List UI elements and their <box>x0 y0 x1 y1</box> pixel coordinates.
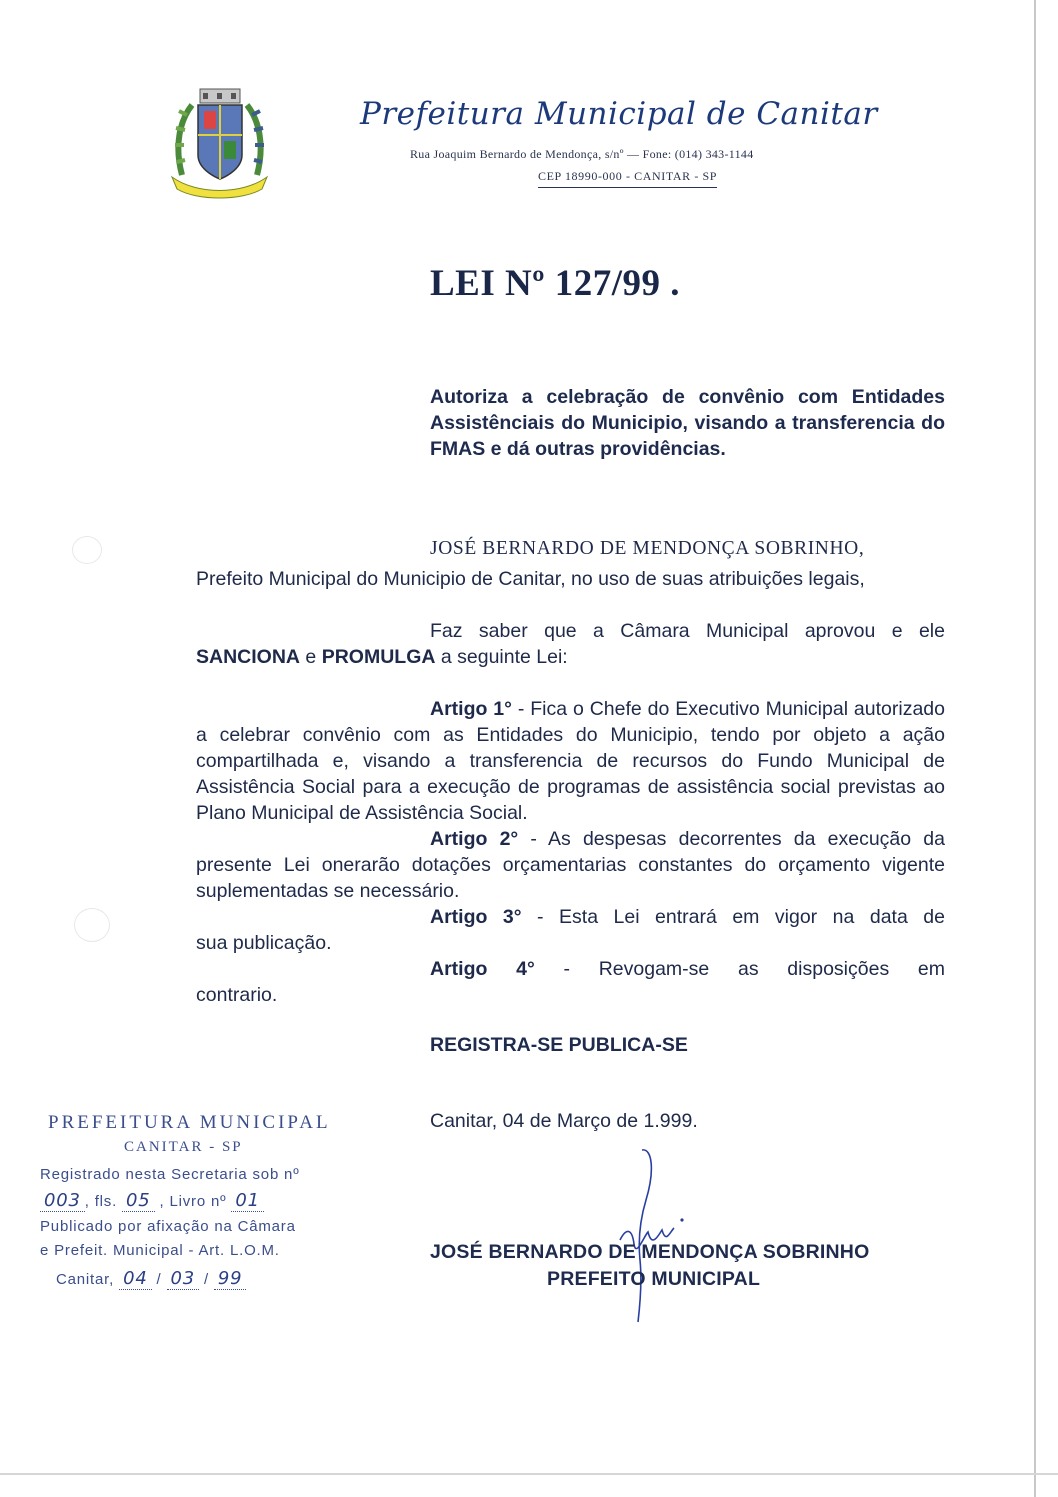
stamp-day: 04 <box>119 1268 152 1290</box>
law-summary: Autoriza a celebração de convênio com Entidades Assistênciais do Municipio, visando a transferencia do FMAS e dá outras providências. <box>430 386 945 460</box>
law-title: LEI Nº 127/99 . <box>430 263 680 304</box>
punch-hole-mark <box>74 908 110 942</box>
article-4-continuation: contrario. <box>196 984 278 1006</box>
article-3-label: Artigo 3° <box>430 906 522 928</box>
article-3-continuation: sua publicação. <box>196 932 332 954</box>
municipal-crest-icon <box>162 85 277 203</box>
stamp-reg-number: 003 <box>40 1190 85 1212</box>
handwritten-signature <box>600 1140 690 1325</box>
stamp-number-line <box>40 1190 264 1211</box>
registra-publica: REGISTRA-SE PUBLICA-SE <box>430 1034 688 1056</box>
preamble-text: Prefeito Municipal do Municipio de Canitar, no uso de suas atribuições legais, <box>196 568 865 590</box>
article-2-label: Artigo 2° <box>430 828 519 850</box>
article-3 <box>430 904 945 930</box>
stamp-month: 03 <box>167 1268 200 1290</box>
stamp-livro-label: , Livro nº <box>159 1193 227 1210</box>
letterhead-cep: CEP 18990-000 - CANITAR - SP <box>538 169 717 188</box>
letterhead-address: Rua Joaquim Bernardo de Mendonça, s/nº — Fone: (014) 343-1144 <box>410 147 754 161</box>
stamp-fls-label: , fls. <box>84 1193 118 1210</box>
scan-edge-bottom <box>0 1473 1058 1475</box>
article-1-label: Artigo 1° <box>430 698 512 720</box>
mayor-name: JOSÉ BERNARDO DE MENDONÇA SOBRINHO, <box>430 538 865 559</box>
stamp-title: PREFEITURA MUNICIPAL <box>48 1112 331 1133</box>
letterhead-title: Prefeitura Municipal de Canitar <box>360 96 878 132</box>
signer-role: PREFEITO MUNICIPAL <box>547 1268 761 1290</box>
seguinte-lei-text: a seguinte Lei: <box>435 646 568 668</box>
article-1 <box>196 696 945 826</box>
article-4-text: - Revogam-se as disposições em <box>534 958 946 980</box>
e-text: e <box>300 646 322 668</box>
place-date: Canitar, 04 de Março de 1.999. <box>430 1110 698 1132</box>
stamp-registered-line: Registrado nesta Secretaria sob nº <box>40 1166 300 1183</box>
punch-hole-mark <box>72 536 102 564</box>
signer-name: JOSÉ BERNARDO DE MENDONÇA SOBRINHO <box>430 1241 870 1263</box>
faz-saber-text: Faz saber que a Câmara Municipal aprovou e ele <box>430 620 945 642</box>
scan-edge-right <box>1034 0 1036 1497</box>
stamp-date-label: Canitar, <box>56 1271 115 1288</box>
article-2-text: - As despesas decorrentes da execução da presente Lei onerarão dotações orçamentarias constantes do orçamento vigente suplementadas se necessário. <box>196 828 945 902</box>
article-4 <box>430 956 945 982</box>
article-3-text: - Esta Lei entrará em vigor na data de <box>521 906 945 928</box>
preamble-faz-saber <box>196 618 945 670</box>
stamp-article-line: e Prefeit. Municipal - Art. L.O.M. <box>40 1242 280 1259</box>
stamp-date-line: Canitar, 04 / 03 / 99 <box>56 1268 246 1289</box>
stamp-subtitle: CANITAR - SP <box>124 1139 243 1155</box>
stamp-fls-number: 05 <box>122 1190 155 1212</box>
promulga-text: PROMULGA <box>321 646 436 668</box>
article-1-text: - Fica o Chefe do Executivo Municipal autorizado a celebrar convênio com as Entidades do Municipio, tendo por objeto a ação compartilhada e, visando a transferencia de recursos do Fundo Municipal de Assistência Social para a execução de programas de assistência social previstas ao Plano Municipal de Assistência Social. <box>196 698 945 824</box>
article-2 <box>196 826 945 904</box>
sanciona-text: SANCIONA <box>196 646 301 668</box>
stamp-published-line: Publicado por afixação na Câmara <box>40 1218 296 1235</box>
article-4-label: Artigo 4° <box>430 958 535 980</box>
stamp-year: 99 <box>214 1268 247 1290</box>
stamp-livro-number: 01 <box>231 1190 264 1212</box>
